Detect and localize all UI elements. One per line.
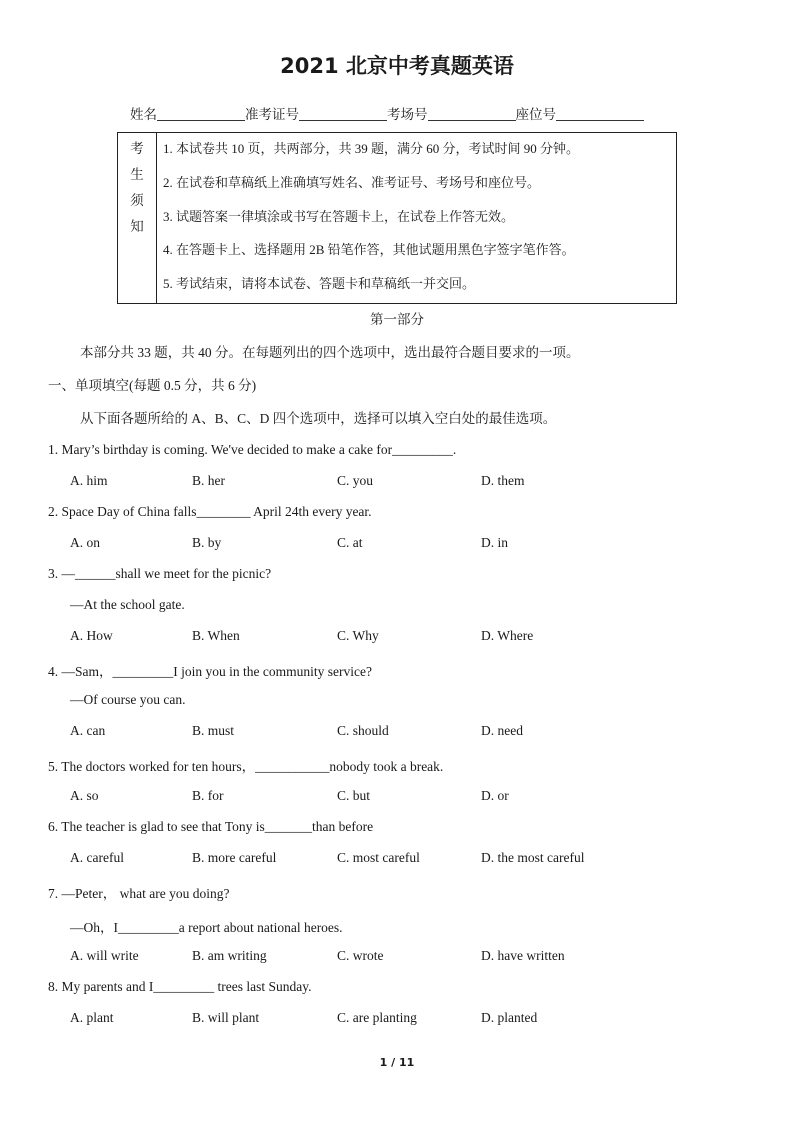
option-d: D. in	[481, 535, 508, 550]
name-blank	[157, 106, 245, 121]
option-d: D. Where	[481, 628, 534, 643]
option-c: C. at	[337, 535, 363, 550]
notice-item: 3. 试题答案一律填涂或书写在答题卡上，在试卷上作答无效。	[163, 209, 515, 224]
page-number: 1 / 11	[379, 1056, 415, 1069]
notice-item: 4. 在答题卡上、选择题用 2B 铅笔作答，其他试题用黑色字签字笔作答。	[163, 242, 575, 257]
option-a: A. will write	[70, 948, 139, 963]
option-a: A. can	[70, 723, 106, 738]
question-stem: 5. The doctors worked for ten hours，___________nobody took a break.	[48, 759, 444, 774]
option-a: A. on	[70, 535, 100, 550]
notice-item: 1. 本试卷共 10 页，共两部分，共 39 题，满分 60 分，考试时间 90 分钟。	[163, 141, 580, 156]
seat-blank	[556, 106, 644, 121]
notice-head-char: 生	[130, 167, 144, 182]
option-b: B. by	[192, 535, 222, 550]
exam-room-label: 考场号	[387, 107, 428, 122]
option-b: B. more careful	[192, 850, 277, 865]
option-b: B. am writing	[192, 948, 267, 963]
seat-label: 座位号	[515, 107, 556, 122]
option-b: B. for	[192, 788, 224, 803]
question-dialogue: —At the school gate.	[70, 597, 185, 612]
question-stem: 1. Mary’s birthday is coming. We've decided to make a cake for_________.	[48, 442, 457, 457]
option-a: A. plant	[70, 1010, 114, 1025]
question-stem: 7. —Peter， what are you doing?	[48, 886, 230, 901]
page-title: 2021 北京中考真题英语	[280, 54, 514, 78]
question-stem: 3. —______shall we meet for the picnic?	[48, 566, 272, 581]
option-a: A. How	[70, 628, 113, 643]
exam-id-label: 准考证号	[245, 107, 299, 122]
option-d: D. have written	[481, 948, 565, 963]
part-instruction: 从下面各题所给的 A、B、C、D 四个选项中，选择可以填入空白处的最佳选项。	[80, 411, 557, 426]
question-stem: 8. My parents and I_________ trees last Sunday.	[48, 979, 312, 994]
option-b: B. will plant	[192, 1010, 260, 1025]
option-d: D. the most careful	[481, 850, 585, 865]
notice-item: 5. 考试结束，请将本试卷、答题卡和草稿纸一并交回。	[163, 276, 476, 291]
option-b: B. must	[192, 723, 235, 738]
option-d: D. need	[481, 723, 523, 738]
section-intro: 本部分共 33 题，共 40 分。在每题列出的四个选项中，选出最符合题目要求的一项。	[80, 345, 580, 360]
notice-head-char: 须	[130, 193, 144, 208]
exam-notice-box	[117, 132, 677, 304]
notice-head-char: 考	[130, 141, 144, 156]
candidate-info-fields	[130, 103, 644, 123]
question-stem: 2. Space Day of China falls________ April 24th every year.	[48, 504, 372, 519]
option-a: A. so	[70, 788, 99, 803]
option-c: C. most careful	[337, 850, 420, 865]
notice-item: 2. 在试卷和草稿纸上准确填写姓名、准考证号、考场号和座位号。	[163, 175, 541, 190]
option-b: B. her	[192, 473, 225, 488]
exam-room-blank	[428, 106, 516, 121]
question-stem: 6. The teacher is glad to see that Tony is_______than before	[48, 819, 374, 834]
option-b: B. When	[192, 628, 240, 643]
option-c: C. Why	[337, 628, 379, 643]
notice-head-char: 知	[130, 219, 144, 234]
option-a: A. careful	[70, 850, 124, 865]
question-dialogue: —Oh，I_________a report about national heroes.	[70, 920, 343, 935]
option-d: D. them	[481, 473, 525, 488]
exam-id-blank	[299, 106, 387, 121]
option-c: C. should	[337, 723, 389, 738]
option-a: A. him	[70, 473, 108, 488]
option-c: C. are planting	[337, 1010, 417, 1025]
question-stem: 4. —Sam，_________I join you in the community service?	[48, 664, 372, 679]
option-c: C. but	[337, 788, 371, 803]
option-d: D. or	[481, 788, 509, 803]
notice-heading	[118, 133, 157, 303]
section-title: 第一部分	[370, 312, 424, 327]
option-c: C. wrote	[337, 948, 384, 963]
name-label: 姓名	[130, 107, 157, 122]
part-heading: 一、单项填空(每题 0.5 分，共 6 分)	[48, 378, 257, 393]
option-c: C. you	[337, 473, 374, 488]
question-dialogue: —Of course you can.	[70, 692, 186, 707]
option-d: D. planted	[481, 1010, 538, 1025]
